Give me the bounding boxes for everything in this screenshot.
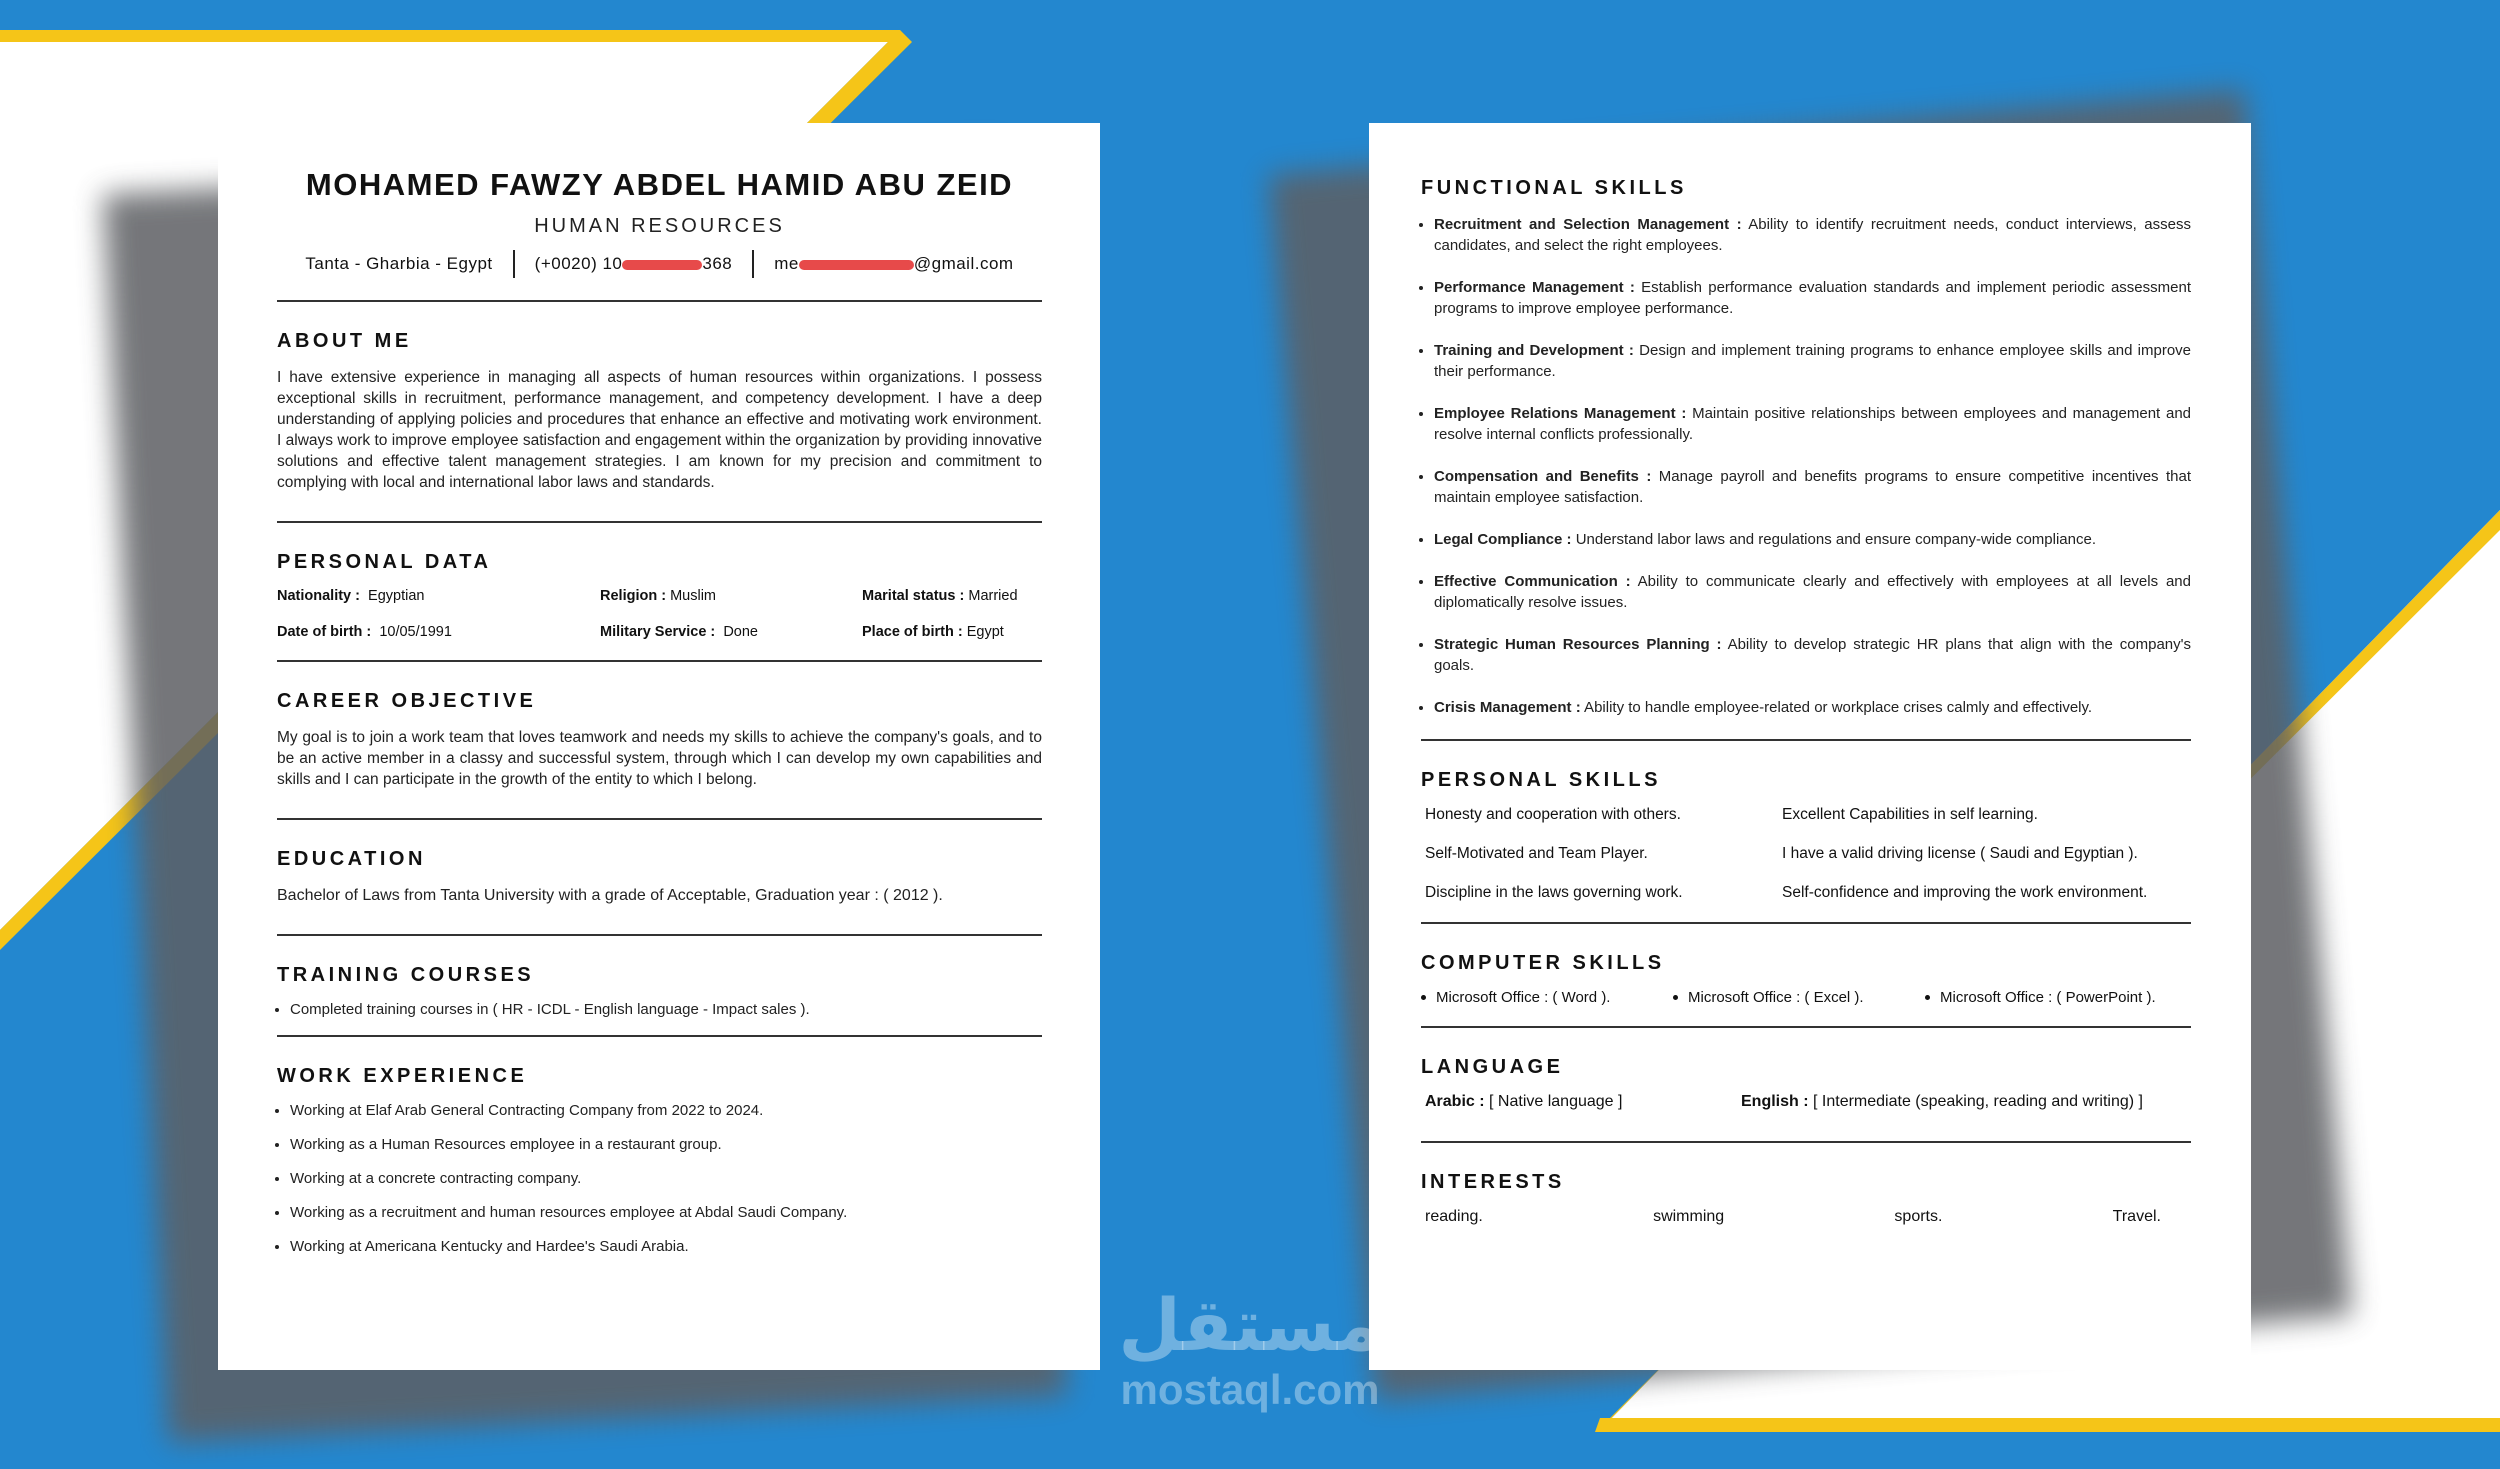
bullet-icon	[1421, 995, 1426, 1000]
location: Tanta - Gharbia - Egypt	[305, 254, 493, 273]
divider	[752, 250, 754, 278]
watermark-logo	[1100, 1286, 1400, 1414]
list-item: • Training and Development : Design and implement training programs to enhance employee skills and improve their performance.	[1434, 340, 2191, 382]
redaction-mark	[622, 260, 702, 270]
list-item: • Crisis Management : Ability to handle employee-related or workplace crises calmly and effectively.	[1434, 697, 2191, 718]
cv-page-2	[1369, 123, 2251, 1370]
section-heading-education: EDUCATION	[277, 848, 426, 870]
personal-data-item: Marital status : Married	[862, 588, 1018, 604]
job-title: HUMAN RESOURCES	[534, 215, 785, 237]
divider	[277, 521, 1042, 523]
interests-row	[1421, 1208, 2191, 1226]
contact-line	[277, 250, 1042, 278]
list-item: • Working at Elaf Arab General Contracting Company from 2022 to 2024.	[290, 1102, 1042, 1119]
list-item: Microsoft Office : ( Word ).	[1421, 989, 1673, 1006]
list-item: • Effective Communication : Ability to communicate clearly and effectively with employees at all levels and diplomatically resolve issues.	[1434, 571, 2191, 613]
divider	[1421, 1026, 2191, 1028]
language-row	[1421, 1093, 2191, 1111]
interest-item: sports.	[1894, 1208, 1943, 1225]
list-item: Microsoft Office : ( Excel ).	[1673, 989, 1925, 1006]
objective-text: My goal is to join a work team that loves teamwork and needs my skills to achieve the company's goals, and to be an active member in a classy and successful system, through which I can develop my own capabilities and skills and I can participate in the growth of the entity to which I belong.	[277, 729, 1042, 788]
skill-item: Discipline in the laws governing work.	[1425, 884, 1683, 901]
work-list	[277, 1102, 1042, 1255]
computer-skills-row	[1421, 989, 2191, 1006]
section-heading-about: ABOUT ME	[277, 330, 412, 352]
list-item: • Working as a recruitment and human resources employee at Abdal Saudi Company.	[290, 1204, 1042, 1221]
divider	[277, 934, 1042, 936]
personal-data-item: Religion : Muslim	[600, 588, 717, 604]
interest-item: Travel.	[2112, 1208, 2161, 1225]
list-item: • Recruitment and Selection Management : Ability to identify recruitment needs, conduct interviews, assess candidates, and select the right employees.	[1434, 214, 2191, 256]
section-heading-functional: FUNCTIONAL SKILLS	[1421, 177, 1687, 199]
divider	[277, 300, 1042, 302]
list-item: • Employee Relations Management : Maintain positive relationships between employees and management and resolve internal conflicts professionally.	[1434, 403, 2191, 445]
divider	[277, 660, 1042, 662]
section-heading-work: WORK EXPERIENCE	[277, 1065, 528, 1087]
personal-data-item: Place of birth : Egypt	[862, 624, 1004, 640]
skill-item: Self-Motivated and Team Player.	[1425, 845, 1648, 862]
education-text: Bachelor of Laws from Tanta University with a grade of Acceptable, Graduation year : ( 2012 ).	[277, 887, 943, 904]
section-heading-computer: COMPUTER SKILLS	[1421, 952, 1665, 974]
redaction-mark	[799, 260, 914, 270]
language-item: Arabic : [ Native language ]	[1425, 1093, 1623, 1110]
training-list	[277, 1001, 1042, 1018]
skill-item: Self-confidence and improving the work environment.	[1782, 884, 2148, 901]
list-item: Microsoft Office : ( PowerPoint ).	[1925, 989, 2156, 1006]
watermark-arabic: مستقل	[1118, 1286, 1382, 1366]
interest-item: swimming	[1653, 1208, 1725, 1225]
divider	[277, 818, 1042, 820]
list-item: • Completed training courses in ( HR - ICDL - English language - Impact sales ).	[290, 1001, 1042, 1018]
section-heading-interests: INTERESTS	[1421, 1171, 1565, 1193]
section-heading-personal-data: PERSONAL DATA	[277, 551, 492, 573]
section-heading-objective: CAREER OBJECTIVE	[277, 690, 537, 712]
candidate-name: MOHAMED FAWZY ABDEL HAMID ABU ZEID	[305, 167, 1014, 202]
personal-data-item: Date of birth : 10/05/1991	[277, 624, 452, 640]
email: me @gmail.com	[774, 254, 1014, 273]
section-heading-training: TRAINING COURSES	[277, 964, 535, 986]
list-item: • Working at a concrete contracting company.	[290, 1170, 1042, 1187]
section-heading-language: LANGUAGE	[1421, 1056, 1564, 1078]
bullet-icon	[1925, 995, 1930, 1000]
personal-data-item: Nationality : Egyptian	[277, 588, 425, 604]
bullet-icon	[1673, 995, 1678, 1000]
skill-item: Honesty and cooperation with others.	[1425, 806, 1681, 823]
personal-skills-grid	[1421, 806, 2191, 902]
phone: (+0020) 10 368	[534, 254, 733, 273]
watermark-latin: mostaql.com	[1120, 1366, 1380, 1413]
list-item: • Working at Americana Kentucky and Hardee's Saudi Arabia.	[290, 1238, 1042, 1255]
divider	[1421, 922, 2191, 924]
skill-item: Excellent Capabilities in self learning.	[1782, 806, 2038, 823]
language-item: English : [ Intermediate (speaking, reading and writing) ]	[1741, 1093, 2143, 1110]
about-text: I have extensive experience in managing all aspects of human resources within organizations. I possess exceptional skills in recruitment, performance management, and competency development. I have a deep understanding of applying policies and procedures that enhance an effective and motivating work environment. I always work to improve employee satisfaction and engagement within the organization by providing innovative solutions and effective talent management strategies. I am known for my precision and commitment to complying with local and international labor laws and standards.	[277, 369, 1042, 491]
list-item: • Performance Management : Establish performance evaluation standards and implement periodic assessment programs to improve employee performance.	[1434, 277, 2191, 319]
divider	[277, 1035, 1042, 1037]
skill-item: I have a valid driving license ( Saudi and Egyptian ).	[1782, 845, 2138, 862]
list-item: • Working as a Human Resources employee in a restaurant group.	[290, 1136, 1042, 1153]
section-heading-personal-skills: PERSONAL SKILLS	[1421, 769, 1661, 791]
divider	[1421, 1141, 2191, 1143]
divider	[1421, 739, 2191, 741]
cv-page-1	[218, 123, 1100, 1370]
personal-data-grid	[277, 588, 1042, 640]
functional-skills-list	[1421, 214, 2191, 718]
personal-data-item: Military Service : Done	[600, 624, 758, 640]
list-item: • Legal Compliance : Understand labor laws and regulations and ensure company-wide compliance.	[1434, 529, 2191, 550]
interest-item: reading.	[1425, 1208, 1483, 1225]
list-item: • Strategic Human Resources Planning : Ability to develop strategic HR plans that align with the company's goals.	[1434, 634, 2191, 676]
list-item: • Compensation and Benefits : Manage payroll and benefits programs to ensure competitive incentives that maintain employee satisfaction.	[1434, 466, 2191, 508]
divider	[513, 250, 515, 278]
